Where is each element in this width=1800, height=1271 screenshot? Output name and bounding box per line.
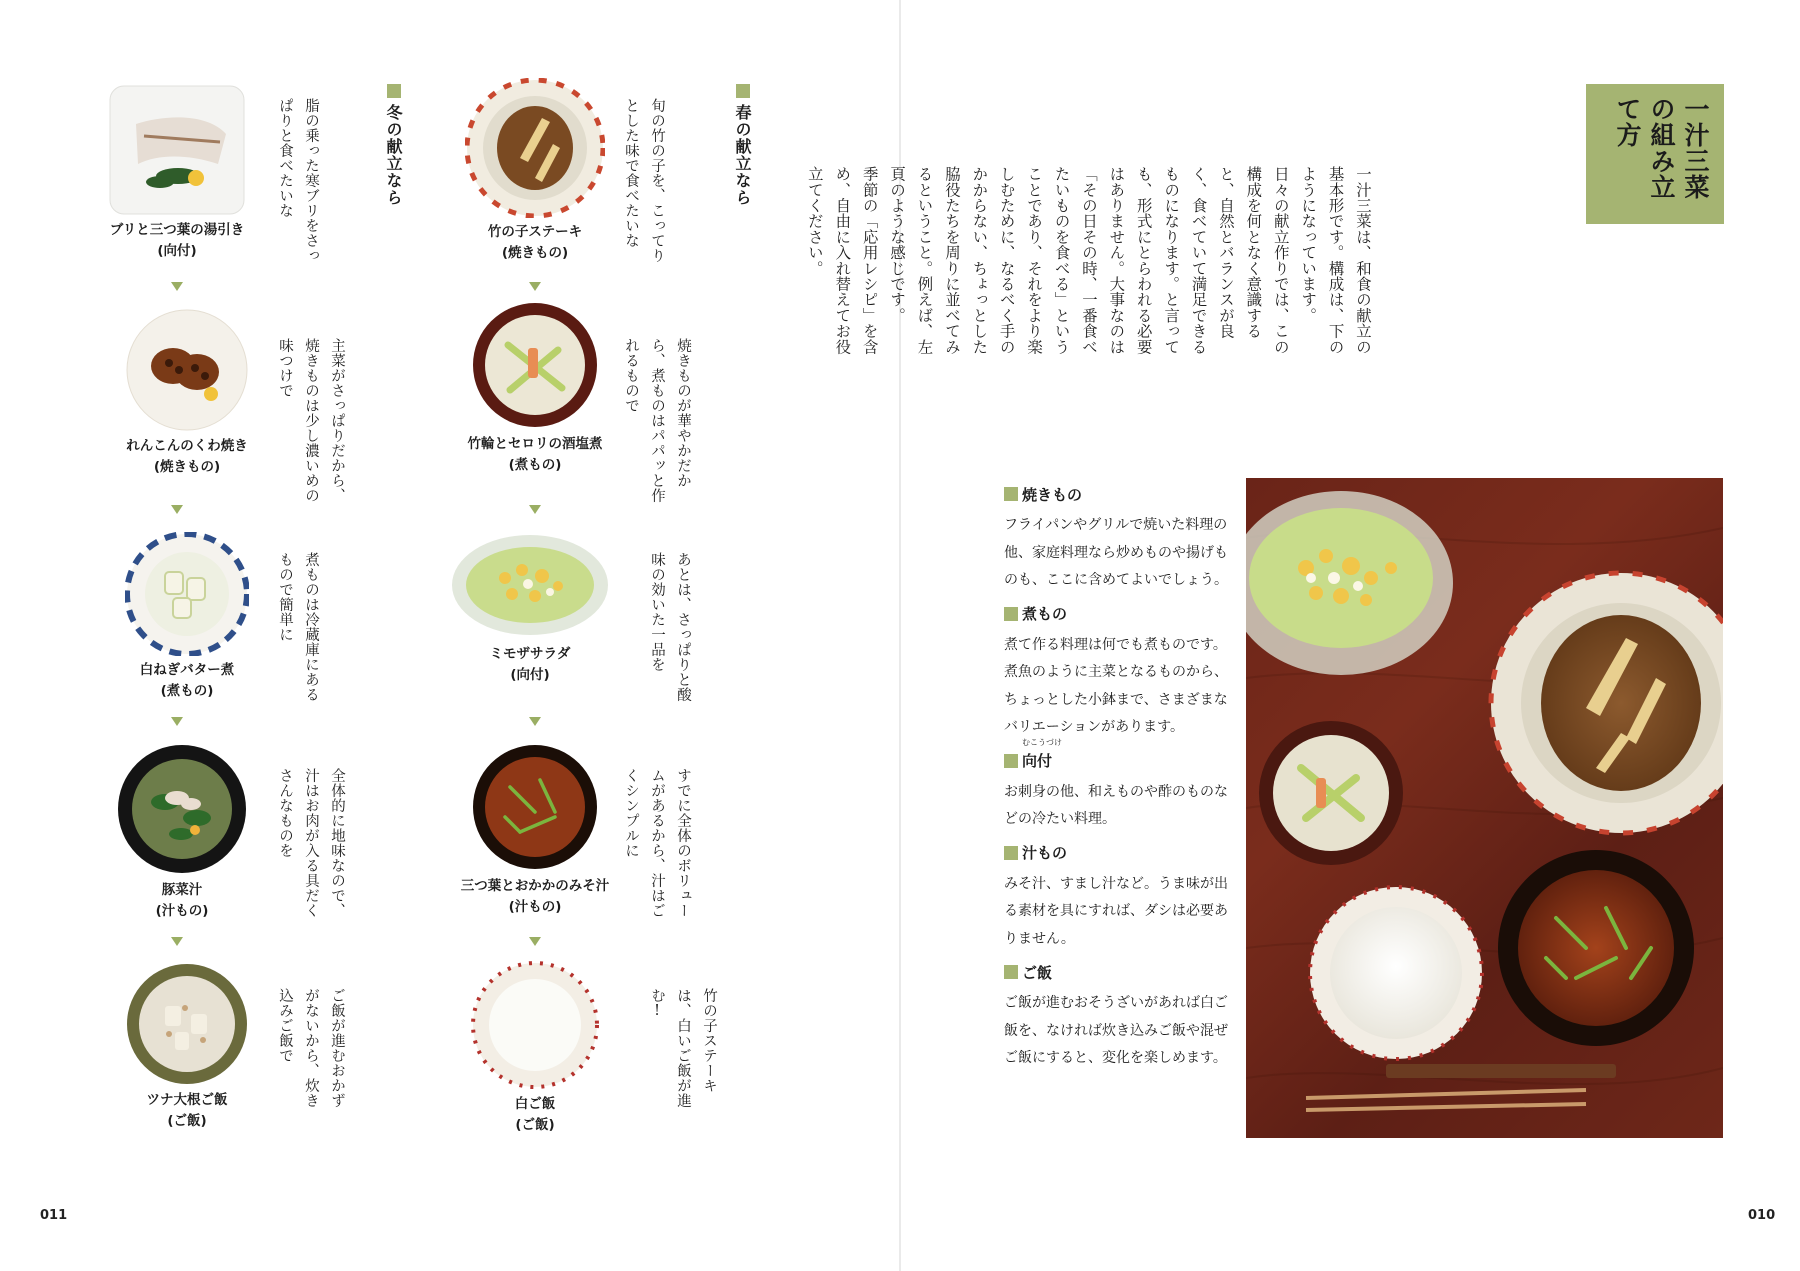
dish-category: (汁もの) [155,903,209,919]
arrow-down-icon [529,282,541,291]
dish-buri-mitsuba [92,84,262,261]
category-gohan [1004,960,1236,1073]
tonsai-jiru-image [115,742,249,876]
winter-note-4: 全体的に地味なので、汁はお肉が入る具だくさんなものを [277,768,345,918]
dish-mitsuba-misoshiru [450,742,620,917]
arrow-down-icon [171,937,183,946]
category-title: 汁もの [1022,844,1068,862]
buri-mitsuba-image [108,84,246,216]
dish-renkon-kuwayaki [102,308,272,477]
page-number-right: 010 [1748,1208,1776,1223]
tuna-daikon-gohan-image [125,962,249,1086]
category-body: フライパンやグリルで焼いた料理の他、家庭料理なら炒めものや揚げものも、ここに含めてよいでしょう。 [1004,517,1228,588]
category-yakimono [1004,482,1236,595]
dish-name: 豚菜汁 [161,882,203,898]
winter-note-2: 主菜がさっぱりだから、焼きものは少し濃いめの味つけで [277,338,345,503]
category-shirumono [1004,841,1236,954]
arrow-down-icon [529,717,541,726]
dish-category: (煮もの) [508,457,562,473]
dish-tuna-daikon-gohan [102,962,272,1131]
square-bullet-icon [1004,965,1018,979]
square-bullet-icon [1004,487,1018,501]
category-title: 煮もの [1022,605,1068,623]
title-box [1586,84,1724,224]
dish-name: 白ご飯 [514,1096,556,1112]
category-body: お刺身の他、和えものや酢のものなどの冷たい料理。 [1004,783,1228,827]
category-title: ご飯 [1022,963,1053,982]
dish-category: (向付) [510,667,550,683]
spring-note-5: 竹の子ステーキは、白いご飯が進む! [649,988,717,1108]
winter-heading-text: 冬の献立なら [384,104,403,206]
category-title: 向付 [1022,752,1053,770]
dish-name: ミモザサラダ [489,646,571,662]
dish-category: (ご飯) [515,1117,555,1133]
arrow-down-icon [529,937,541,946]
intro-text [800,166,1376,362]
square-bullet-icon [1004,607,1018,621]
dish-name: 三つ葉とおかかのみそ汁 [460,878,610,894]
arrow-down-icon [171,282,183,291]
chikuwa-celery-image [470,300,600,430]
dish-category: (向付) [157,243,197,259]
dish-shironegi-butter [102,532,272,701]
dish-shiro-gohan [450,960,620,1135]
square-bullet-icon [387,84,401,98]
dish-name: 竹の子ステーキ [487,224,583,240]
takenoko-steak-image [465,78,605,218]
ichiju-sansai-photo [1246,478,1723,1138]
winter-heading [382,84,405,206]
spring-heading-text: 春の献立なら [733,104,752,206]
category-nimono [1004,602,1236,742]
table-setting-illustration [1246,478,1723,1138]
spring-heading [731,84,754,206]
shironegi-butter-image [125,532,249,656]
mitsuba-misoshiru-image [470,742,600,872]
winter-note-5: ご飯が進むおかずがないから、炊き込みご飯で [277,988,345,1108]
intro-paragraph: 日々の献立作りでは、この構成を何となく意識すると、自然とバランスが良く、食べていて満足できるものになります。と言っても、形式にとらわれる必要はありません。大事なのは「その日その時、一番食べたいものを食べる」ということであり、それをより楽しむために、なるべく手のかからない、ちょっとした脇役たちを周りに並べてみるということ。例えば、左頁のような感じです。 [888,166,1290,355]
dish-name: ツナ大根ご飯 [146,1092,228,1108]
square-bullet-icon [1004,754,1018,768]
arrow-down-icon [171,717,183,726]
page-number-left: 011 [40,1208,68,1223]
dish-category: (汁もの) [508,899,562,915]
category-title-ruby [1022,738,1062,771]
category-body: みそ汁、すまし汁など。うま味が出る素材を具にすれば、ダシは必要ありません。 [1004,875,1228,947]
spring-note-4: すでに全体のボリュームがあるから、汁はごくシンプルに [623,768,691,918]
dish-category: (ご飯) [167,1113,207,1129]
dish-name: れんこんのくわ焼き [126,438,248,454]
spring-note-1: 旬の竹の子を、こってりとした味で食べたいな [623,98,665,263]
dish-takenoko-steak [450,78,620,263]
dish-name: 白ねぎバター煮 [139,662,235,678]
dish-name: 竹輪とセロリの酒塩煮 [467,436,603,452]
intro-paragraph: 一汁三菜は、和食の献立の基本形です。構成は、下のようになっています。 [1299,166,1372,355]
spring-note-2: 焼きものが華やかだから、煮ものはパパッと作れるもので [623,338,691,503]
spring-note-3: あとは、さっぱりと酸味の効いた一品を [649,552,691,702]
category-body: 煮て作る料理は何でも煮ものです。煮魚のように主菜となるものから、ちょっとした小鉢まで、さまざまなバリエーションがあります。 [1004,636,1228,735]
renkon-kuwayaki-image [125,308,249,432]
dish-chikuwa-celery [450,300,620,475]
square-bullet-icon [736,84,750,98]
category-list [1004,482,1236,1080]
dish-category: (煮もの) [160,683,214,699]
arrow-down-icon [529,505,541,514]
dish-name: ブリと三つ葉の湯引き [109,222,245,238]
intro-paragraph: 季節の「応用レシピ」を含め、自由に入れ替えてお役立てください。 [805,166,879,355]
category-mukozuke [1004,738,1236,834]
winter-note-1: 脂の乗った寒ブリをさっぱりと食べたいな [277,98,319,263]
mimosa-salad-image [450,530,610,640]
winter-note-3: 煮ものは冷蔵庫にあるもので簡単に [277,552,319,702]
dish-category: (焼きもの) [501,245,569,261]
square-bullet-icon [1004,846,1018,860]
arrow-down-icon [171,505,183,514]
dish-category: (焼きもの) [153,459,221,475]
category-title: 焼きもの [1022,485,1083,504]
dish-tonsai-jiru [97,742,267,921]
shiro-gohan-image [470,960,600,1090]
ruby-text: むこうづけ [1022,738,1062,747]
dish-mimosa-salad [445,530,615,685]
page-title: 一汁三菜の組み立て方 [1613,96,1710,200]
category-body: ご飯が進むおそうざいがあれば白ご飯を、なければ炊き込みご飯や混ぜご飯にすると、変化を楽しめます。 [1004,995,1228,1066]
